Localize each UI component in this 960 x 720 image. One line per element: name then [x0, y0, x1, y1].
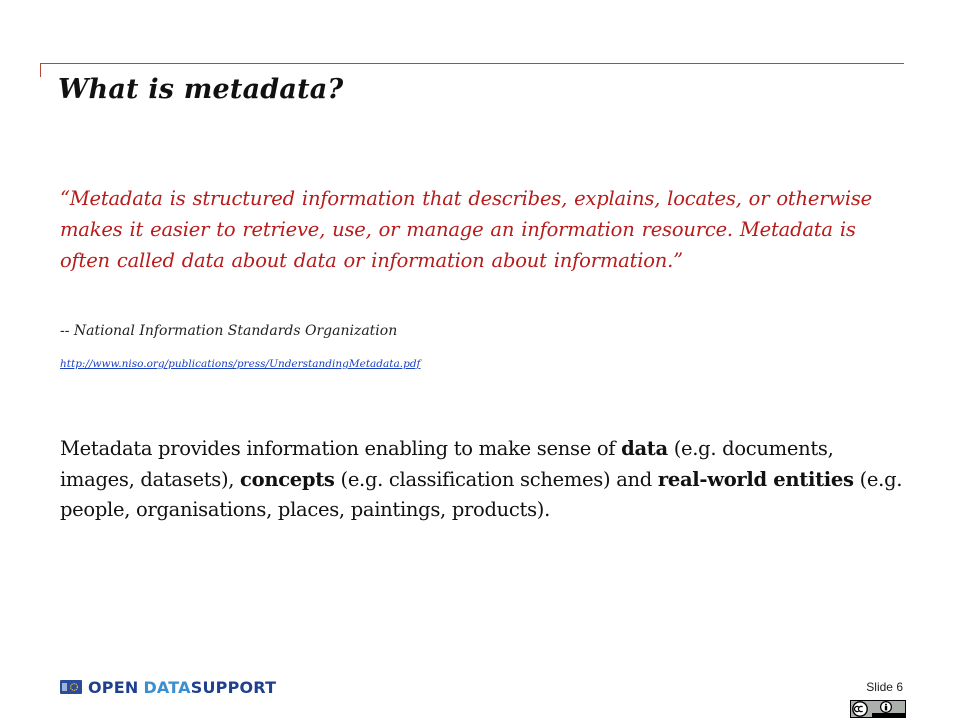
body-bold-concepts: concepts: [240, 467, 335, 491]
open-data-support-logo: [60, 676, 276, 698]
body-text-3: (e.g. classification schemes) and: [334, 467, 658, 491]
cc-by-icon: [850, 700, 906, 718]
body-text-2: (e.g. documents, images, datasets),: [60, 437, 834, 491]
brand-support: SUPPORT: [190, 677, 277, 697]
brand-data: DATA: [143, 677, 191, 697]
body-bold-data: data: [621, 437, 668, 460]
body-paragraph: [60, 434, 910, 526]
eu-flag-icon: [60, 680, 82, 694]
niso-quote: “Metadata is structured information that describes, explains, locates, or otherwise makes it easier to retrieve, use, or manage an information resource. Metadata is often called data about data or information about information.”: [60, 187, 873, 272]
header-rule-tick: [40, 63, 41, 77]
quote-attribution: -- National Information Standards Organization: [60, 323, 398, 339]
brand-wordmark: [88, 678, 276, 697]
source-link[interactable]: http://www.niso.org/publications/press/UnderstandingMetadata.pdf: [60, 358, 421, 370]
header-rule: [40, 63, 904, 64]
body-bold-entities: real-world entities: [657, 467, 854, 491]
body-text-1: Metadata provides information enabling to make sense of: [60, 437, 622, 460]
slide-number: Slide 6: [866, 680, 903, 694]
slide-title: What is metadata?: [58, 74, 344, 105]
brand-open: OPEN: [88, 677, 139, 697]
body-text-4: (e.g. people, organisations, places, paintings, products).: [60, 467, 903, 521]
